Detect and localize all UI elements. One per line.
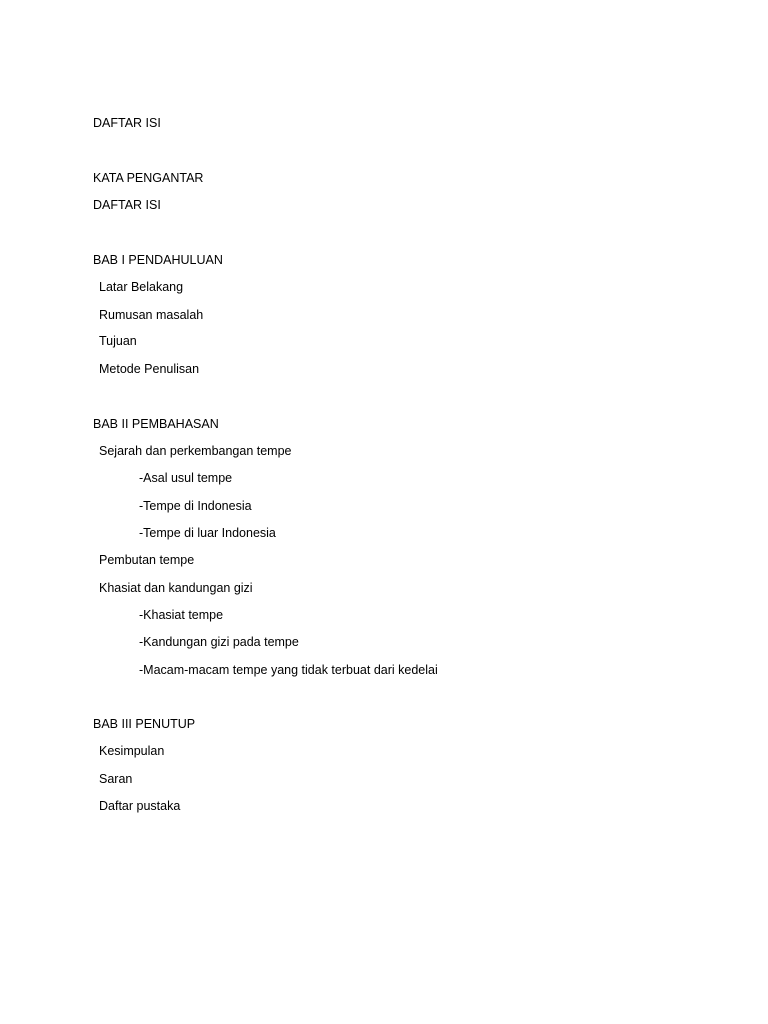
document-title: DAFTAR ISI xyxy=(93,116,161,130)
toc-subitem-macam-tempe: -Macam-macam tempe yang tidak terbuat dari kedelai xyxy=(139,663,438,677)
toc-item-tujuan: Tujuan xyxy=(99,334,137,348)
toc-subitem-khasiat-tempe: -Khasiat tempe xyxy=(139,608,224,622)
toc-item-rumusan-masalah: Rumusan masalah xyxy=(99,308,204,322)
chapter-heading-bab-3: BAB III PENUTUP xyxy=(93,717,196,731)
toc-item-daftar-pustaka: Daftar pustaka xyxy=(99,799,181,813)
toc-entry-kata-pengantar: KATA PENGANTAR xyxy=(93,171,204,185)
toc-subitem-asal-usul: -Asal usul tempe xyxy=(139,471,233,485)
toc-subitem-tempe-indonesia: -Tempe di Indonesia xyxy=(139,499,252,513)
toc-item-latar-belakang: Latar Belakang xyxy=(99,280,184,294)
toc-item-saran: Saran xyxy=(99,772,133,786)
toc-item-metode-penulisan: Metode Penulisan xyxy=(99,362,200,376)
toc-item-kesimpulan: Kesimpulan xyxy=(99,744,165,758)
toc-item-pembutan-tempe: Pembutan tempe xyxy=(99,553,195,567)
toc-entry-daftar-isi: DAFTAR ISI xyxy=(93,198,161,212)
chapter-heading-bab-1: BAB I PENDAHULUAN xyxy=(93,253,223,267)
chapter-heading-bab-2: BAB II PEMBAHASAN xyxy=(93,417,219,431)
toc-subitem-tempe-luar-indonesia: -Tempe di luar Indonesia xyxy=(139,526,276,540)
toc-item-sejarah: Sejarah dan perkembangan tempe xyxy=(99,444,292,458)
toc-subitem-kandungan-gizi: -Kandungan gizi pada tempe xyxy=(139,635,299,649)
toc-item-khasiat-gizi: Khasiat dan kandungan gizi xyxy=(99,581,253,595)
